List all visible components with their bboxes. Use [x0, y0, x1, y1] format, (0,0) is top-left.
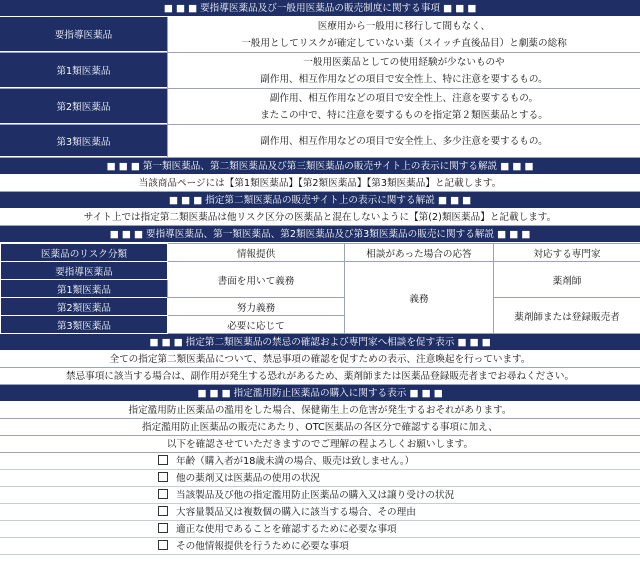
list-item — [0, 538, 640, 555]
list-item — [0, 470, 640, 487]
abuse-prevention-line: 指定濫用防止医薬品の濫用をした場合、保健衛生上の危害が発生するおそれがあります。 — [0, 402, 640, 419]
classification-row — [0, 53, 640, 89]
section-header-abuse-prevention: ■ ■ ■ 指定濫用防止医薬品の購入に関する表示 ■ ■ ■ — [0, 385, 640, 402]
list-item — [0, 521, 640, 538]
category-description — [167, 125, 640, 157]
designated-class2-note: サイト上では指定第二類医薬品は他リスク区分の医薬品と混在しないように【第(2)類医薬品】と記載します。 — [0, 209, 640, 226]
category-description — [167, 89, 640, 124]
risk-category: 要指導医薬品 — [1, 262, 168, 280]
table-header-row — [1, 244, 640, 262]
table-row — [1, 262, 640, 280]
expert-cell: 薬剤師 — [494, 262, 640, 298]
info-provision-cell: 努力義務 — [168, 298, 345, 316]
checklist-text: その他情報提供を行うために必要な事項 — [176, 541, 349, 552]
checkbox-icon — [158, 472, 168, 482]
column-header: 対応する専門家 — [494, 244, 640, 262]
purchase-checklist — [0, 453, 640, 555]
list-item — [0, 453, 640, 470]
column-header: 相談があった場合の応答 — [345, 244, 494, 262]
list-item — [0, 504, 640, 521]
expert-cell: 薬剤師または登録販売者 — [494, 298, 640, 334]
column-header: 医薬品のリスク分類 — [1, 244, 168, 262]
contraindication-line: 全ての指定第二類医薬品について、禁忌事項の確認を促すための表示、注意喚起を行っています。 — [0, 351, 640, 368]
section-header-site-display: ■ ■ ■ 第一類医薬品、第二類医薬品及び第三類医薬品の販売サイト上の表示に関する解説 ■ ■ ■ — [0, 158, 640, 175]
section-header-sales-explanation: ■ ■ ■ 要指導医薬品、第一類医薬品、第2類医薬品及び第3類医薬品の販売に関する解説 ■ ■ ■ — [0, 226, 640, 243]
checklist-text: 年齢（購入者が18歳未満の場合、販売は致しません。） — [176, 456, 415, 467]
consultation-cell: 義務 — [345, 262, 494, 334]
section-header-contraindication: ■ ■ ■ 指定第二類医薬品の禁忌の確認および専門家へ相談を促す表示 ■ ■ ■ — [0, 334, 640, 351]
category-label: 第1類医薬品 — [0, 53, 167, 88]
checkbox-icon — [158, 506, 168, 516]
checkbox-icon — [158, 540, 168, 550]
checklist-text: 他の薬剤又は医薬品の使用の状況 — [176, 473, 320, 484]
category-label: 第2類医薬品 — [0, 89, 167, 124]
abuse-prevention-line: 指定濫用防止医薬品の販売にあたり、OTC医薬品の各区分で確認する事項に加え、 — [0, 419, 640, 436]
risk-category: 第3類医薬品 — [1, 316, 168, 334]
category-description — [167, 17, 640, 52]
table-row — [1, 298, 640, 316]
description-line: 副作用、相互作用などの項目で安全性上、特に注意を要するもの。 — [260, 73, 548, 85]
category-label: 第3類医薬品 — [0, 125, 167, 157]
contraindication-line: 禁忌事項に該当する場合は、副作用が発生する恐れがあるため、薬剤師または医薬品登録販売者までお尋ねください。 — [0, 368, 640, 385]
classification-row — [0, 125, 640, 158]
description-line: 副作用、相互作用などの項目で安全性上、多少注意を要するもの。 — [260, 135, 548, 147]
section-header-designated-class2-display: ■ ■ ■ 指定第二類医薬品の販売サイト上の表示に関する解説 ■ ■ ■ — [0, 192, 640, 209]
info-provision-cell: 書面を用いて義務 — [168, 262, 345, 298]
classification-row — [0, 89, 640, 125]
info-provision-cell: 必要に応じて — [168, 316, 345, 334]
classification-row — [0, 17, 640, 53]
risk-category: 第2類医薬品 — [1, 298, 168, 316]
category-description — [167, 53, 640, 88]
checkbox-icon — [158, 489, 168, 499]
checkbox-icon — [158, 455, 168, 465]
checklist-text: 当該製品及び他の指定濫用防止医薬品の購入又は譲り受けの状況 — [176, 490, 455, 501]
risk-classification-table — [0, 243, 640, 334]
checklist-text: 適正な使用であることを確認するために必要な事項 — [176, 524, 397, 535]
abuse-prevention-line: 以下を確認させていただきますのでご理解の程よろしくお願いします。 — [0, 436, 640, 453]
site-display-note: 当該商品ページには【第1類医薬品】【第2類医薬品】【第3類医薬品】と記載します。 — [0, 175, 640, 192]
list-item — [0, 487, 640, 504]
checklist-text: 大容量製品又は複数個の購入に該当する場合、その理由 — [176, 507, 416, 518]
section-header-sales-system: ■ ■ ■ 要指導医薬品及び一般用医薬品の販売制度に関する事項 ■ ■ ■ — [0, 0, 640, 17]
description-line: またこの中で、特に注意を要するものを指定第２類医薬品とする。 — [260, 109, 548, 121]
description-line: 一般用としてリスクが確定していない薬（スイッチ直後品目）と劇薬の総称 — [241, 37, 567, 49]
checkbox-icon — [158, 523, 168, 533]
category-label: 要指導医薬品 — [0, 17, 167, 52]
risk-category: 第1類医薬品 — [1, 280, 168, 298]
column-header: 情報提供 — [168, 244, 345, 262]
description-line: 一般用医薬品としての使用経験が少ないものや — [303, 56, 505, 68]
description-line: 副作用、相互作用などの項目で安全性上、注意を要するもの。 — [269, 92, 539, 104]
description-line: 医療用から一般用に移行して間もなく、 — [317, 20, 491, 32]
